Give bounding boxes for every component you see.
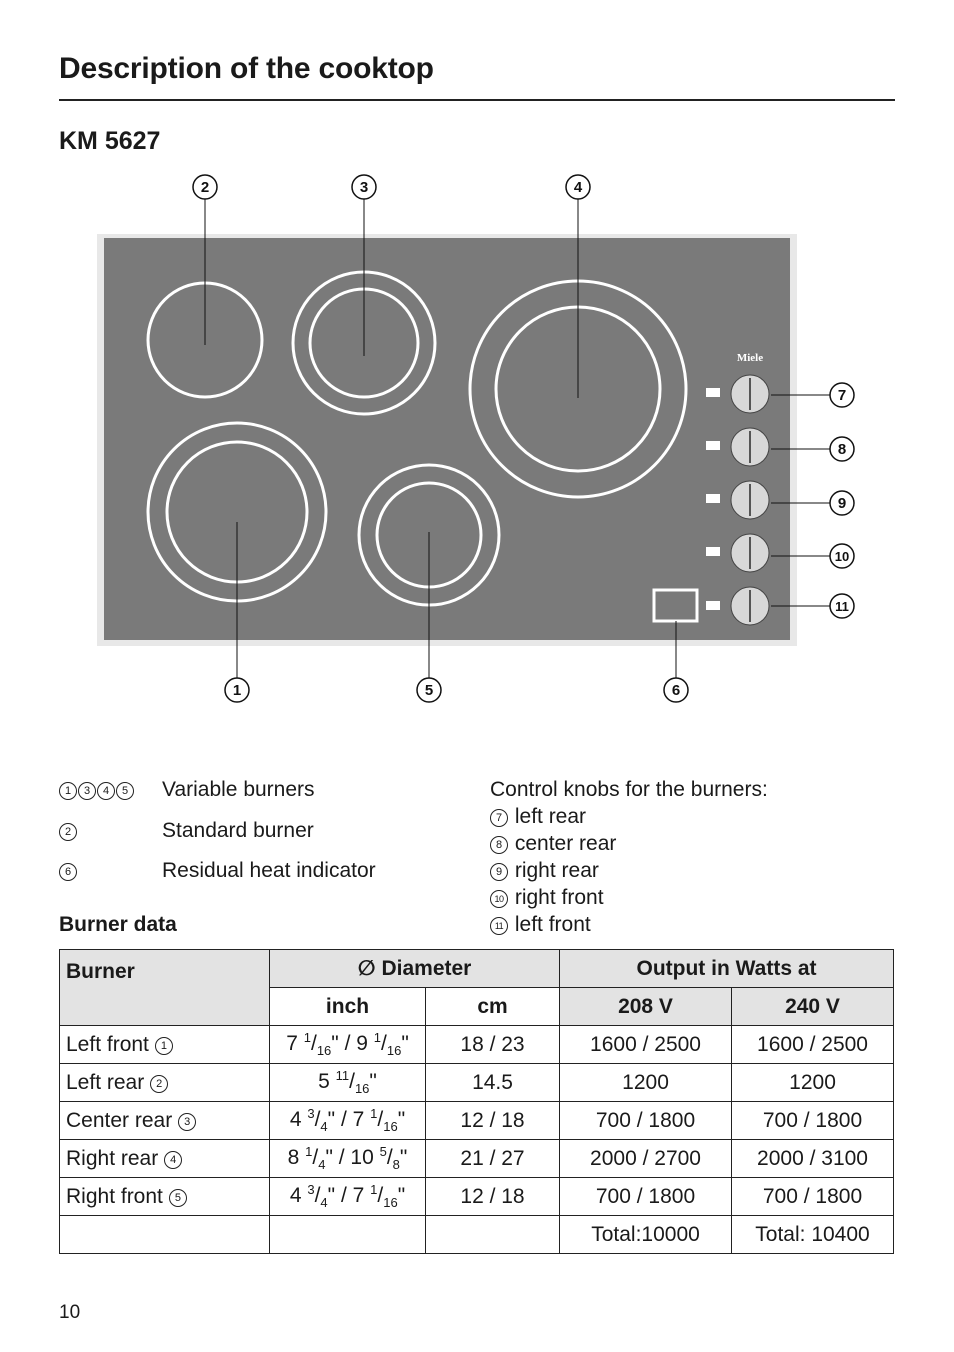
empty-cell bbox=[60, 1216, 270, 1254]
header-240v: 240 V bbox=[732, 988, 894, 1026]
model-heading: KM 5627 bbox=[59, 127, 161, 155]
empty-cell bbox=[270, 1216, 426, 1254]
legend-residual bbox=[59, 859, 78, 883]
callout-5: 5 bbox=[424, 682, 434, 699]
knob-legend-item: 7 left rear bbox=[490, 805, 586, 829]
callout-4: 4 bbox=[573, 179, 583, 196]
num-5: 5 bbox=[116, 782, 134, 800]
inch-cell: 8 $^1/_4$" / 10 $^5/_8$" bbox=[270, 1140, 426, 1178]
header-208v: 208 V bbox=[560, 988, 732, 1026]
cm-cell: 12 / 18 bbox=[426, 1102, 560, 1140]
brand-logo: Miele bbox=[736, 352, 764, 364]
table-body bbox=[60, 1026, 894, 1254]
legend-standard-text: Standard burner bbox=[162, 819, 314, 842]
cooktop-diagram bbox=[0, 165, 954, 725]
burner-name-cell: Left rear 2 bbox=[60, 1064, 270, 1102]
callout-7: 7 bbox=[837, 387, 847, 404]
v208-cell: 700 / 1800 bbox=[560, 1178, 732, 1216]
burner-name-cell: Right rear 4 bbox=[60, 1140, 270, 1178]
burner-data-table bbox=[59, 949, 894, 1254]
inch-cell: 7 $^1/_{16}$" / 9 $^1/_{16}$" bbox=[270, 1026, 426, 1064]
callout-1: 1 bbox=[232, 682, 242, 699]
legend-residual-text: Residual heat indicator bbox=[162, 859, 376, 882]
table-row bbox=[60, 1026, 894, 1064]
v240-cell: 1200 bbox=[732, 1064, 894, 1102]
table-row bbox=[60, 1064, 894, 1102]
header-burner: Burner bbox=[60, 950, 270, 1026]
num-2: 2 bbox=[59, 823, 77, 841]
cm-cell: 21 / 27 bbox=[426, 1140, 560, 1178]
burner-name-cell: Left front 1 bbox=[60, 1026, 270, 1064]
knob-legend-item: 8 center rear bbox=[490, 832, 616, 856]
knob-legend-item: 10 right front bbox=[490, 886, 604, 910]
header-diameter: ∅ Diameter bbox=[270, 950, 560, 988]
legend-variable bbox=[59, 778, 135, 802]
v240-cell: 2000 / 3100 bbox=[732, 1140, 894, 1178]
callout-9: 9 bbox=[837, 495, 847, 512]
num-6: 6 bbox=[59, 863, 77, 881]
v208-cell: 2000 / 2700 bbox=[560, 1140, 732, 1178]
table-row bbox=[60, 1102, 894, 1140]
total-v240-cell: Total: 10400 bbox=[732, 1216, 894, 1254]
cooktop-glass bbox=[104, 238, 790, 640]
callout-10: 10 bbox=[834, 549, 850, 564]
table-row bbox=[60, 1178, 894, 1216]
callout-6: 6 bbox=[671, 682, 681, 699]
inch-cell: 5 $^{11}/_{16}$" bbox=[270, 1064, 426, 1102]
cm-cell: 14.5 bbox=[426, 1064, 560, 1102]
num-3: 3 bbox=[78, 782, 96, 800]
totals-row bbox=[60, 1216, 894, 1254]
callout-3: 3 bbox=[359, 179, 369, 196]
num-1: 1 bbox=[59, 782, 77, 800]
callout-11: 11 bbox=[835, 599, 849, 614]
callout-8: 8 bbox=[837, 441, 847, 458]
v240-cell: 700 / 1800 bbox=[732, 1178, 894, 1216]
legend-standard bbox=[59, 819, 78, 843]
burner-name-cell: Center rear 3 bbox=[60, 1102, 270, 1140]
empty-cell bbox=[426, 1216, 560, 1254]
v208-cell: 1600 / 2500 bbox=[560, 1026, 732, 1064]
cm-cell: 18 / 23 bbox=[426, 1026, 560, 1064]
inch-cell: 4 $^3/_4$" / 7 $^1/_{16}$" bbox=[270, 1178, 426, 1216]
header-cm: cm bbox=[426, 988, 560, 1026]
v208-cell: 1200 bbox=[560, 1064, 732, 1102]
callout-2: 2 bbox=[200, 179, 210, 196]
legend-variable-text: Variable burners bbox=[162, 778, 315, 801]
v240-cell: 700 / 1800 bbox=[732, 1102, 894, 1140]
knob-legend-item: 11 left front bbox=[490, 913, 591, 937]
knob-legend-title: Control knobs for the burners: bbox=[490, 778, 768, 801]
v208-cell: 700 / 1800 bbox=[560, 1102, 732, 1140]
header-output: Output in Watts at bbox=[560, 950, 894, 988]
page-title: Description of the cooktop bbox=[59, 52, 434, 85]
page-number: 10 bbox=[59, 1302, 81, 1323]
title-divider bbox=[59, 99, 895, 101]
v240-cell: 1600 / 2500 bbox=[732, 1026, 894, 1064]
total-v208-cell: Total:10000 bbox=[560, 1216, 732, 1254]
cm-cell: 12 / 18 bbox=[426, 1178, 560, 1216]
burner-name-cell: Right front 5 bbox=[60, 1178, 270, 1216]
header-inch: inch bbox=[270, 988, 426, 1026]
table-row bbox=[60, 1140, 894, 1178]
num-4: 4 bbox=[97, 782, 115, 800]
inch-cell: 4 $^3/_4$" / 7 $^1/_{16}$" bbox=[270, 1102, 426, 1140]
knob-legend-item: 9 right rear bbox=[490, 859, 599, 883]
burner-data-heading: Burner data bbox=[59, 913, 177, 936]
